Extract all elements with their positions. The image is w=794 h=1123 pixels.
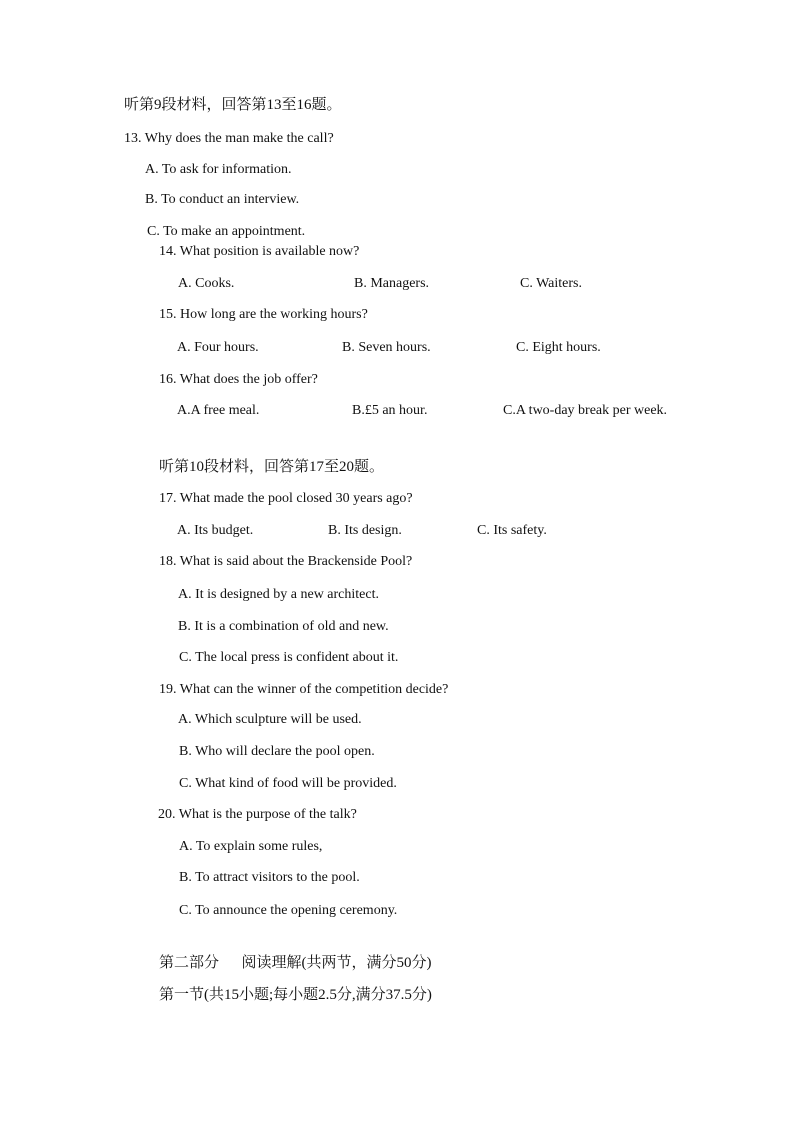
option: A. Cooks. [178,276,235,291]
section-heading: 听第9段材料，回答第13至16题。 [124,97,342,113]
option: C. Eight hours. [516,340,601,355]
option: C. To make an appointment. [147,224,306,239]
option: B. Who will declare the pool open. [179,744,375,759]
question-stem: 16. What does the job offer? [159,372,318,387]
option: C. To announce the opening ceremony. [179,903,398,918]
option: B. Managers. [354,276,430,291]
option: C. What kind of food will be provided. [179,776,397,791]
question-stem: 14. What position is available now? [159,244,360,259]
option: B. It is a combination of old and new. [178,619,389,634]
option: C. The local press is confident about it. [179,650,399,665]
option: A. It is designed by a new architect. [178,587,379,602]
part-subtitle: 第一节(共15小题;每小题2.5分,满分37.5分) [159,987,432,1003]
option: C.A two-day break per week. [503,403,668,418]
option: C. Waiters. [520,276,582,291]
section-heading: 听第10段材料，回答第17至20题。 [159,459,385,475]
part-title: 第二部分 阅读理解(共两节，满分50分) [159,955,432,971]
question-stem: 17. What made the pool closed 30 years ago? [159,491,413,506]
option: B. To conduct an interview. [145,192,300,207]
question-stem: 15. How long are the working hours? [159,307,368,322]
option: A. To explain some rules, [179,839,323,854]
option: B. Its design. [328,523,402,538]
option: B. To attract visitors to the pool. [179,870,360,885]
option: B. Seven hours. [342,340,431,355]
option: C. Its safety. [477,523,547,538]
question-stem: 20. What is the purpose of the talk? [158,807,357,822]
question-stem: 13. Why does the man make the call? [124,131,334,146]
question-stem: 18. What is said about the Brackenside Pool? [159,554,413,569]
option: A. Four hours. [177,340,259,355]
question-stem: 19. What can the winner of the competition decide? [159,682,449,697]
option: A. To ask for information. [145,162,292,177]
option: B.£5 an hour. [352,403,428,418]
option: A. Which sculpture will be used. [178,712,362,727]
option: A. Its budget. [177,523,254,538]
option: A.A free meal. [177,403,260,418]
